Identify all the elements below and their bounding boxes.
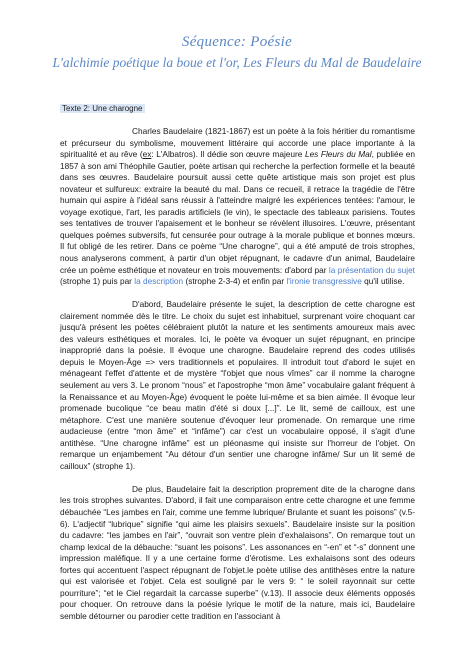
p1-link-description[interactable]: la description [134, 276, 184, 287]
p1-text-a: Charles Baudelaire (1821-1867) est un poète à la fois héritier du romantisme et précurseur du symbolisme, mouvement littéraire qui accorde une place importante à la spiritualité et au rêve ( [60, 126, 415, 160]
texte-label: Texte 2: Une charogne [62, 104, 143, 113]
p1-text-k: qu'il utilise. [361, 276, 405, 287]
p1-text-e: , publiée en 1857 à son ami Théophile Gautier, poète artisan qui recherche la perfection formelle et la beauté dans ses œuvres. Baudelaire poursuit aussi cette quête artistique mais son projet est plus novateur et sulfureux: extraire la beauté du mal. Dans ce recueil, il retrace la tragédie de l'être humain qui aspire à l'idéal sans réussir à l'atteindre malgré les expériences tentées: l'amour, le voyage exotique, l'art, les paradis artificiels (le vin), le spectacle des tableaux parisiens. Toutes ses tentatives de trouver l'apaisement et le bonheur se révèlent illusoires. L'œuvre, présentant quelques poèmes subversifs, fut censurée pour outrage à la morale publique et bonnes mœurs. Il fut obligé de les retirer. Dans ce poème “Une charogne”, qui a été amputé de trois strophes, nous analyserons comment, à partir d'un objet répugnant, le cadavre d'un animal, Baudelaire crée un poème esthétique et novateur en trois mouvements: d'abord par [60, 149, 416, 275]
paragraph-first-movement: D'abord, Baudelaire présente le sujet, la description de cette charogne est clairement nommée dès le titre. Le choix du sujet est inhabituel, surprenant voire choquant car jusqu'à présent les poètes célébraient plutôt la nature et les sentiments amoureux mais avec des valeurs esthétiques et morales. Ici, le poète va évoquer un sujet répugnant, en principe inapproprié dans la poésie. Il évoque une charogne. Baudelaire reprend des codes utilisés depuis le Moyen-Âge => vers traditionnels et populaires. Il introduit tout d'abord le sujet en ménageant l'effet d'attente et de mystère “l'objet que nous vîmes” car il nomme la charogne seulement au vers 3. Le pronom “nous” et l'apostrophe “mon âme” vocabulaire galant fréquent à la Renaissance et au Moyen-Âge) évoquent le poète lui-même et sa bien aimée. Il évoque leur promenade bucolique “ce beau matin d'été si doux [...]”. Le lit, semé de cailloux, est une métaphore. C'est une manière soutenue d'évoquer leur promenade. On remarque une rime audacieuse (entre “mon âme” et “infâme”) car c'est un vocabulaire opposé, il s'agit d'une antithèse. “Une charogne infâme” est un pléonasme qui insiste sur l'horreur de l'objet. On remarque un enjambement “Au détour d'un sentier une charogne infâme/ Sur un lit semé de cailloux” (strophe 1). [60, 299, 415, 471]
p1-text-c: : L'Albatros). Il dédie son œuvre majeure [151, 149, 305, 160]
paragraph-introduction [60, 126, 415, 288]
p1-link-ironie[interactable]: l'ironie transgressive [286, 276, 362, 287]
sequence-title: Séquence: Poésie [181, 34, 293, 50]
p1-work-title: Les Fleurs du Mal [304, 149, 372, 160]
p1-abbrev-ex: ex [142, 149, 152, 160]
sequence-subtitle: L'alchimie poétique la boue et l'or, Les Fleurs du Mal de Baudelaire [52, 55, 422, 70]
p1-link-presentation[interactable]: la présentation du sujet [328, 264, 415, 275]
paragraph-second-movement: De plus, Baudelaire fait la description proprement dite de la charogne dans les trois strophes suivantes. D'abord, il fait une comparaison entre cette charogne et une femme débauchée “Les jambes en l'air, comme une femme lubrique/ Brulante et suant les poisons” (v.5-6). L'adjectif “lubrique” signifie “qui aime les plaisirs sexuels”. Baudelaire insiste sur la position du cadavre: “les jambes en l'air”, “ouvrait son ventre plein d'exhalaisons”. On remarque tout un champ lexical de la débauche: “suant les poisons”. Les assonances en “-en” et “-s” donnent une impression maléfique. Il y a une certaine forme d'érotisme. Les exhalaisons sont des odeurs fortes qui accentuent l'aspect répugnant de l'objet.le poète utilise des antithèses entre la nature qui est valorisée et l'objet. Cela est souligné par le vers 9: “ le soleil rayonnait sur cette pourriture”; “et le Ciel regardait la carcasse superbe” (v.13). Il associe deux éléments opposés pour choquer. On retrouve dans la poésie lyrique le motif de la nature, mais ici, Baudelaire semble détourner ou parodier cette tradition en l'associant à [60, 483, 415, 621]
p1-text-g: (strophe 1) puis par [60, 276, 135, 287]
p1-text-i: (strophe 2-3-4) et enfin par [183, 276, 287, 287]
document-body [60, 126, 415, 634]
